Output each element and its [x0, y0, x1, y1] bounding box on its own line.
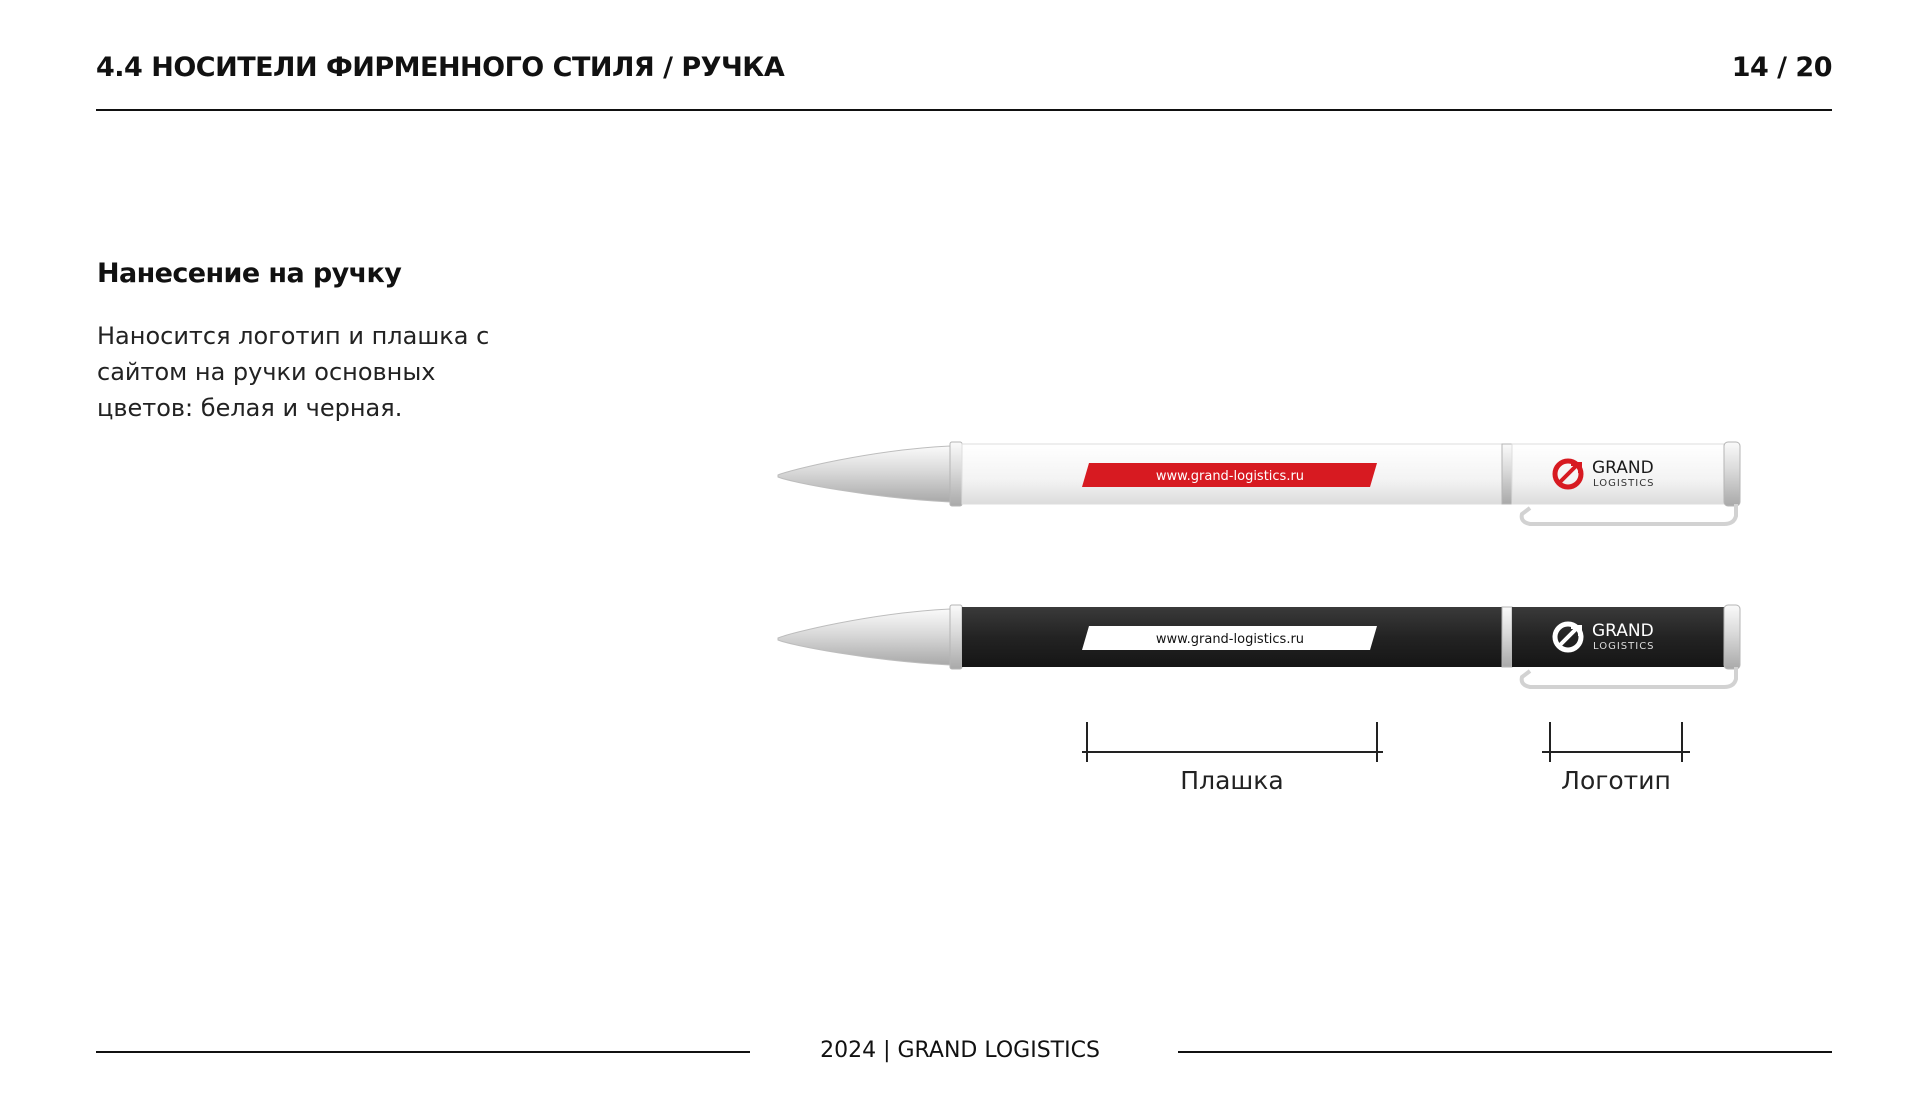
white-pen-url-text: www.grand-logistics.ru [1155, 469, 1305, 484]
footer-text: 2024 | GRAND LOGISTICS [820, 1038, 1100, 1063]
black-pen-end-cap [1724, 605, 1740, 669]
black-pen-logo-line1: GRAND [1592, 621, 1654, 641]
black-pen-logo [1555, 621, 1655, 652]
white-pen [778, 442, 1740, 524]
black-pen-url-text: www.grand-logistics.ru [1155, 632, 1305, 647]
logo-dimension-label: Логотип [1561, 766, 1671, 795]
white-pen-logo [1555, 458, 1655, 489]
section-header-title: 4.4 НОСИТЕЛИ ФИРМЕННОГО СТИЛЯ / РУЧКА [96, 52, 785, 83]
footer-divider-right [1178, 1051, 1832, 1053]
header-divider [96, 109, 1832, 111]
white-pen-tip [778, 446, 950, 502]
page-number: 14 / 20 [1731, 52, 1832, 83]
plate-dimension [1078, 722, 1383, 762]
white-pen-logo-line2: LOGISTICS [1593, 478, 1655, 489]
black-pen [778, 605, 1740, 687]
footer-divider-left [96, 1051, 750, 1053]
black-pen-ring-left [950, 605, 962, 669]
black-pen-clip [1522, 667, 1736, 687]
white-pen-logo-line1: GRAND [1592, 458, 1654, 478]
white-pen-clip [1522, 504, 1736, 524]
plate-dimension-label: Плашка [1180, 766, 1284, 795]
black-pen-tip [778, 609, 950, 665]
pens-illustration [760, 420, 1780, 820]
white-pen-end-cap [1724, 442, 1740, 506]
section-title: Нанесение на ручку [97, 258, 402, 289]
white-pen-ring-left [950, 442, 962, 506]
black-pen-ring-middle [1502, 607, 1512, 667]
section-description: Наносится логотип и плашка с сайтом на ручки основных цветов: белая и черная. [97, 322, 490, 422]
white-pen-ring-middle [1502, 444, 1512, 504]
logo-dimension [1542, 722, 1690, 762]
black-pen-logo-line2: LOGISTICS [1593, 641, 1655, 652]
